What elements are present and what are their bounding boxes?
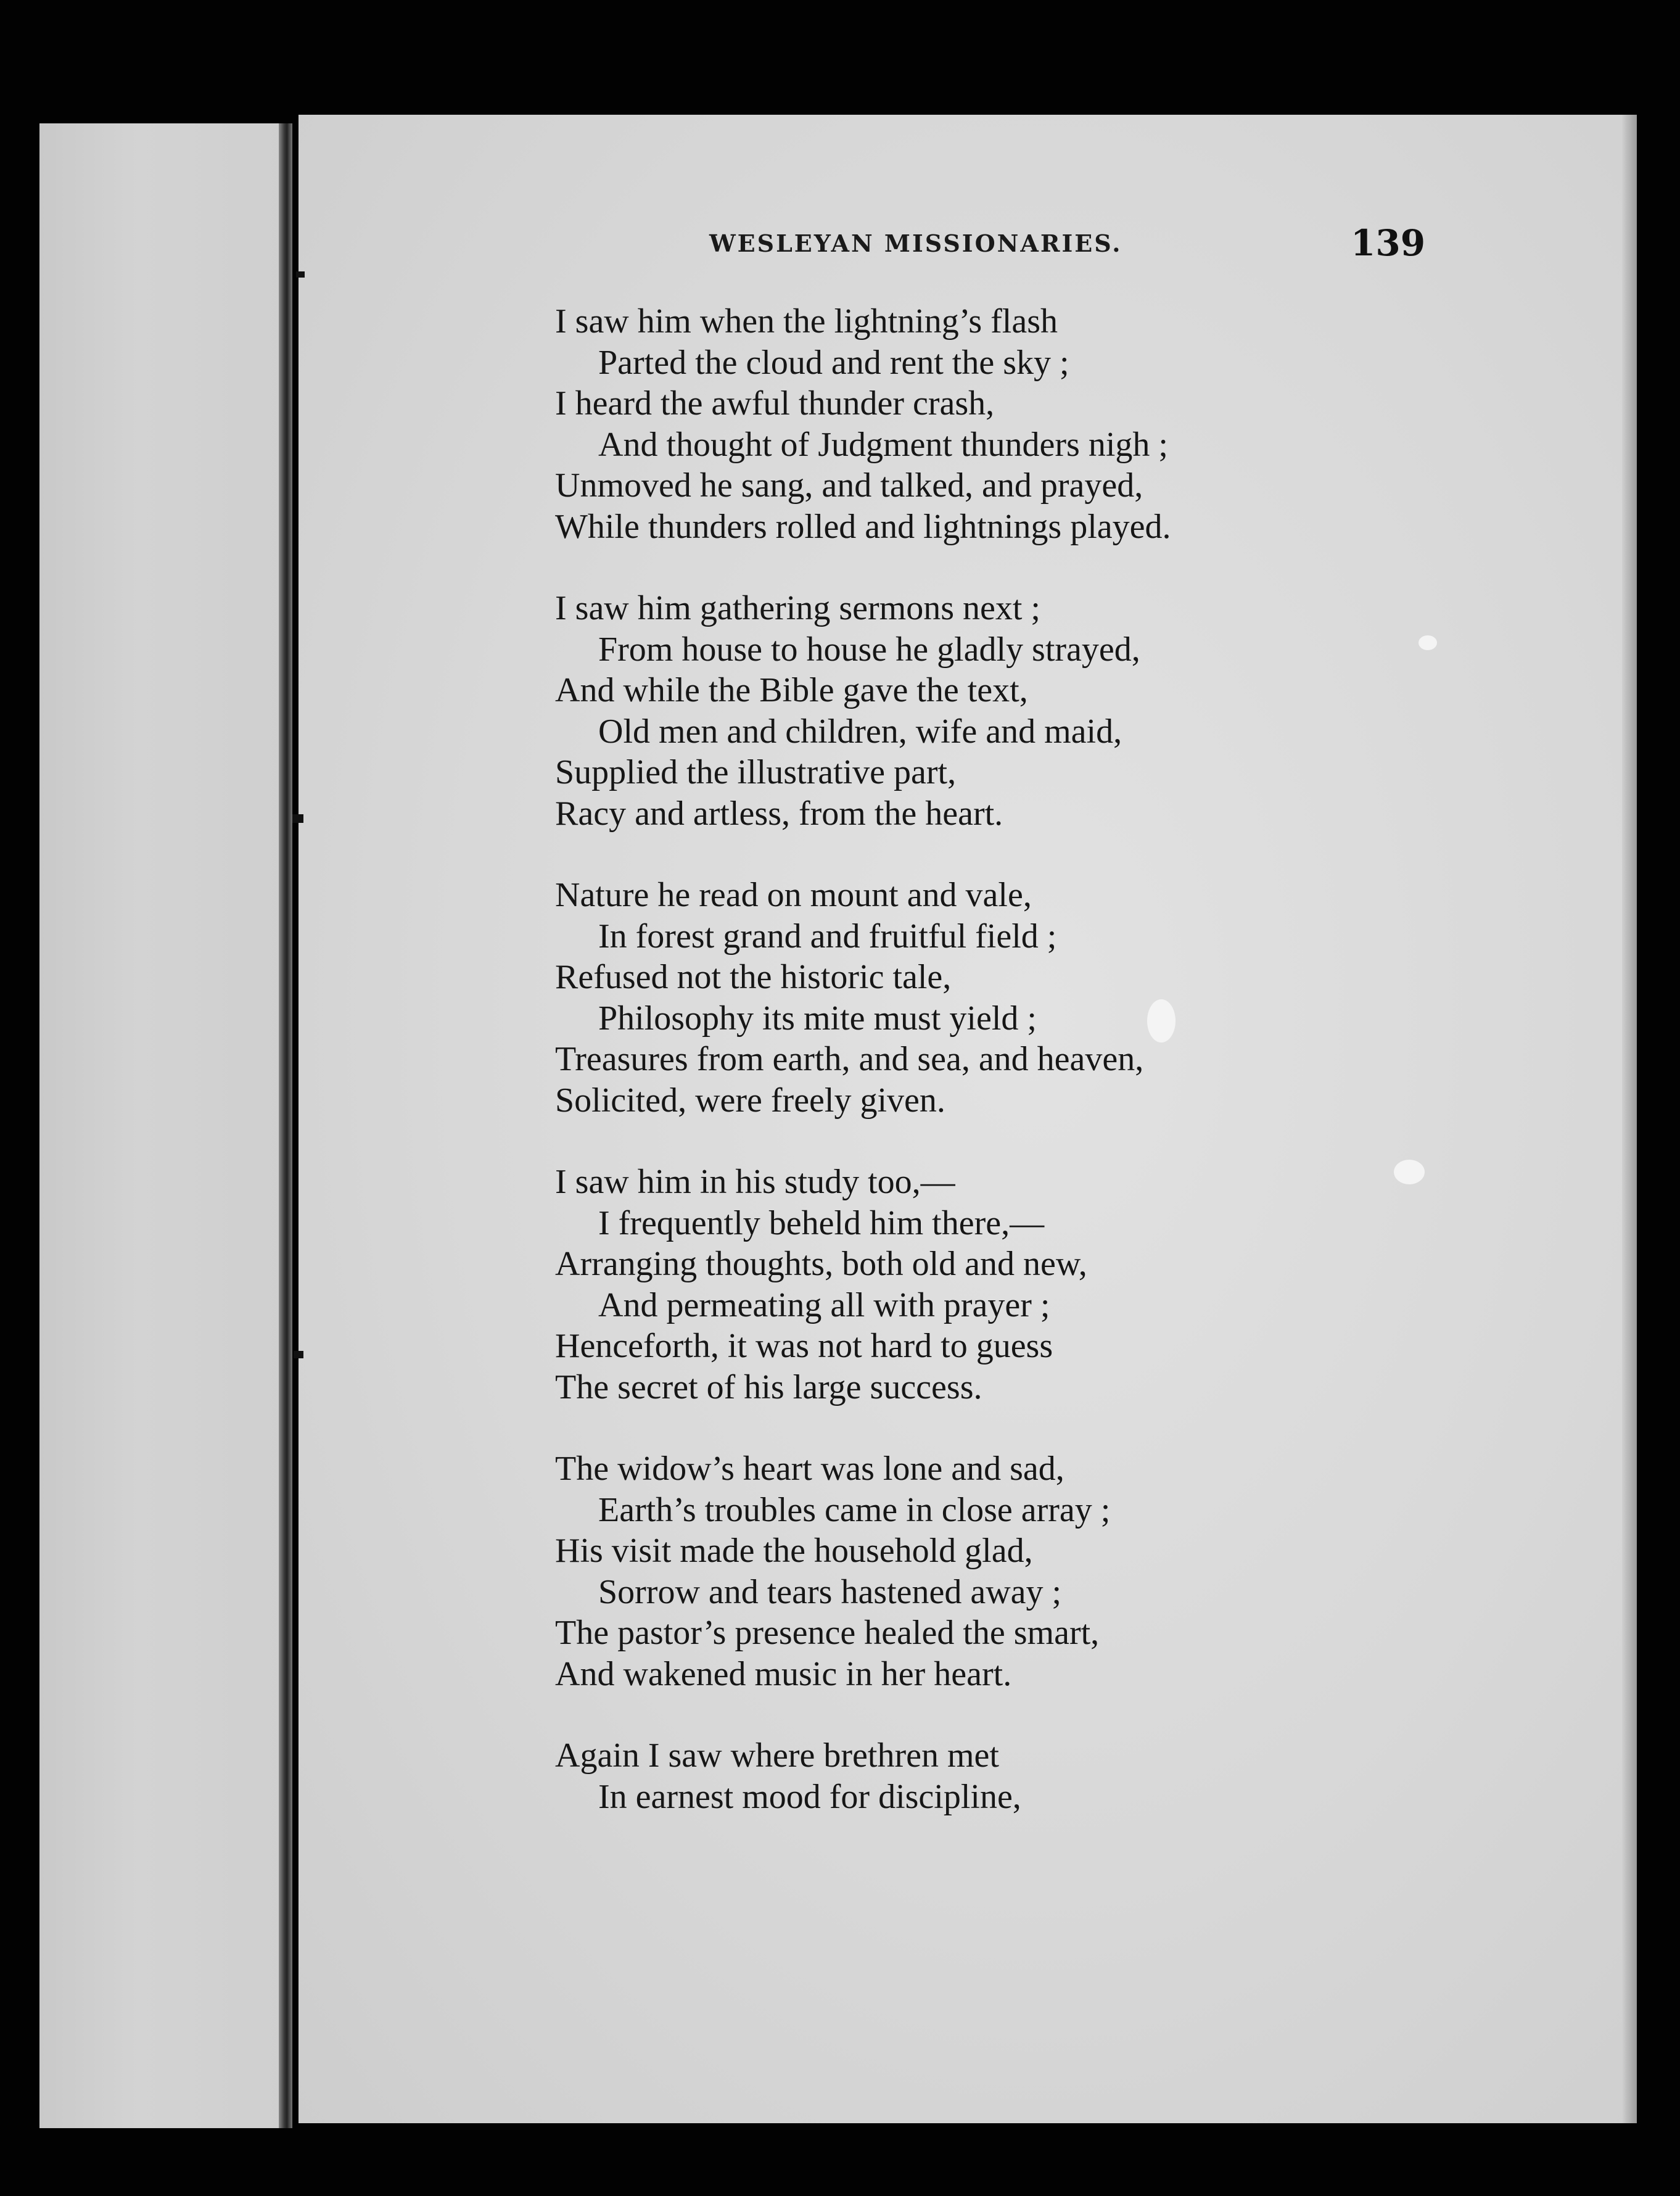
poem-line: I frequently beheld him there,— xyxy=(598,1203,1045,1242)
poem-line: Again I saw where brethren met xyxy=(555,1736,999,1775)
poem-line: Refused not the historic tale, xyxy=(555,958,952,996)
stanza xyxy=(555,301,1517,547)
poem-line: And permeating all with prayer ; xyxy=(598,1286,1050,1324)
page-number: 139 xyxy=(1351,222,1426,264)
poem-line: Solicited, were freely given. xyxy=(555,1081,945,1120)
running-head xyxy=(0,222,1680,271)
poem-line: While thunders rolled and lightnings played. xyxy=(555,507,1171,546)
poem-line: Supplied the illustrative part, xyxy=(555,753,957,791)
scan-mark xyxy=(296,271,305,278)
stanza xyxy=(555,1162,1517,1408)
poem-line: From house to house he gladly strayed, xyxy=(598,630,1140,669)
poem-line: Arranging thoughts, both old and new, xyxy=(555,1245,1087,1283)
stanza xyxy=(555,875,1517,1121)
poem-line: Racy and artless, from the heart. xyxy=(555,794,1003,833)
poem-line: Philosophy its mite must yield ; xyxy=(598,999,1037,1038)
poem-line: I saw him gathering sermons next ; xyxy=(555,589,1040,627)
poem-line: Parted the cloud and rent the sky ; xyxy=(598,343,1069,382)
stanza xyxy=(555,588,1517,834)
scan-mark xyxy=(292,814,303,823)
poem-line: I heard the awful thunder crash, xyxy=(555,384,995,423)
poem-line: Treasures from earth, and sea, and heaven, xyxy=(555,1040,1144,1078)
stanza xyxy=(555,1735,1517,1817)
poem-line: And thought of Judgment thunders nigh ; xyxy=(598,425,1168,464)
facing-page-edge xyxy=(39,123,286,2128)
poem-line: In forest grand and fruitful field ; xyxy=(598,917,1057,956)
poem-line: His visit made the household glad, xyxy=(555,1532,1033,1570)
poem-line: In earnest mood for discipline, xyxy=(598,1777,1021,1816)
binding-gutter xyxy=(279,123,292,2128)
poem-line: Old men and children, wife and maid, xyxy=(598,712,1122,751)
poem-line: And while the Bible gave the text, xyxy=(555,671,1028,709)
poem-line: I saw him in his study too,— xyxy=(555,1163,955,1201)
running-title: WESLEYAN MISSIONARIES. xyxy=(709,229,1122,257)
poem-line: The pastor’s presence healed the smart, xyxy=(555,1614,1100,1652)
poem-line: I saw him when the lightning’s flash xyxy=(555,302,1058,341)
poem-line: Henceforth, it was not hard to guess xyxy=(555,1327,1053,1365)
scan-mark xyxy=(294,1351,303,1358)
stanza xyxy=(555,1448,1517,1694)
poem-line: Earth’s troubles came in close array ; xyxy=(598,1490,1111,1529)
poem-line: Nature he read on mount and vale, xyxy=(555,876,1032,914)
poem-line: The secret of his large success. xyxy=(555,1368,982,1406)
poem-line: Unmoved he sang, and talked, and prayed, xyxy=(555,466,1143,505)
page-edge-shadow xyxy=(1622,115,1637,2123)
poem-line: Sorrow and tears hastened away ; xyxy=(598,1572,1062,1611)
poem-line: And wakened music in her heart. xyxy=(555,1654,1012,1693)
poem-line: The widow’s heart was lone and sad, xyxy=(555,1450,1064,1488)
poem-body xyxy=(555,301,1517,1858)
